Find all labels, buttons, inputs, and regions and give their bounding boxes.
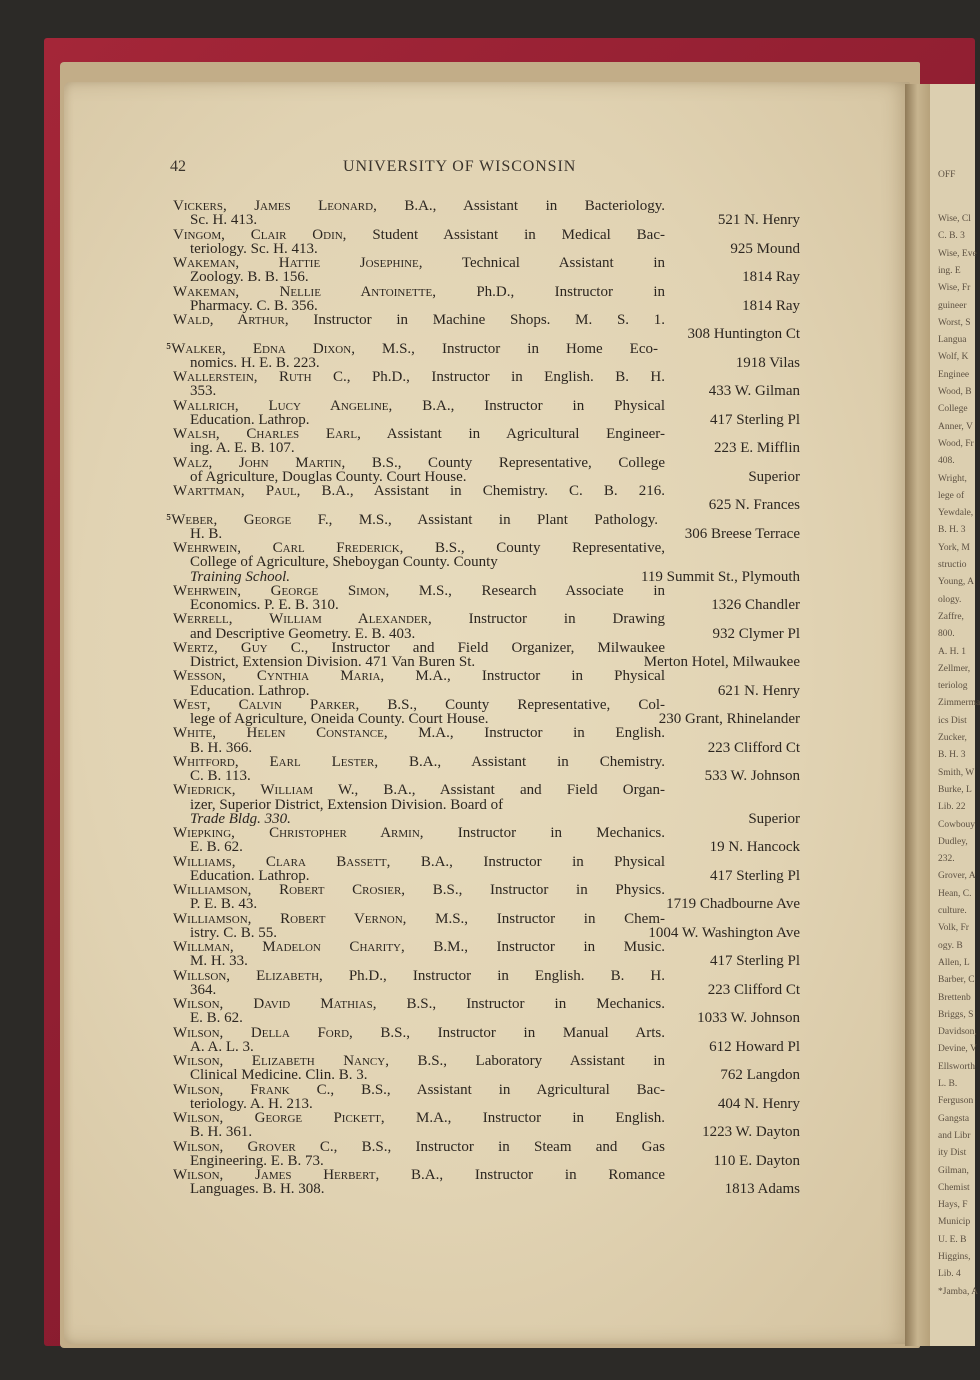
entry-continuation-text: and Descriptive Geometry. E. B. 403. (190, 625, 416, 642)
adjacent-page-fragment: Zucker, (938, 733, 967, 743)
entry-name: Willman, Madelon Charity, (173, 939, 405, 955)
entry-continuation-text: B. H. 366. (190, 739, 253, 756)
entry-continuation-text: of Agriculture, Douglas County. Court House. (190, 468, 467, 485)
entry-address-text: 612 Howard Pl (709, 1038, 800, 1055)
entry-address-text: 417 Sterling Pl (709, 953, 800, 970)
entry-address-text: 1223 W. Dayton (702, 1124, 800, 1141)
directory-entry (173, 883, 800, 912)
entry-address-text: 223 Clifford Ct (707, 739, 800, 756)
adjacent-page-fragment: OFF (938, 170, 956, 180)
entry-continuation-text: H. B. (190, 525, 223, 542)
adjacent-page-fragment: Zimmerma (938, 698, 980, 709)
adjacent-page-fragment: Ellsworth (938, 1061, 975, 1072)
entry-description: Instructor in Mechanics. (423, 825, 665, 841)
entry-continuation-text: Trade Bldg. 330. (190, 810, 291, 827)
adjacent-page-fragment: Hays, F (938, 1200, 968, 1211)
entry-description: B.A., Assistant in Chemistry. (378, 753, 665, 770)
entry-description: M.S., Research Associate in (389, 582, 665, 599)
adjacent-page-fragment: Brettenb (938, 992, 971, 1003)
entry-address-text: 417 Sterling Pl (709, 411, 800, 428)
entry-address-text: 1004 W. Washington Ave (648, 924, 800, 941)
entry-address (173, 527, 800, 541)
directory-entry (173, 969, 800, 998)
entry-continuation-text: Education. Lathrop. (190, 411, 310, 428)
entry-address-text: 308 Huntington Ct (687, 326, 800, 343)
adjacent-page-fragment: teriolog (938, 681, 968, 692)
entry-name: Wiedrick, William W., (173, 782, 359, 799)
entry-description: B.S., Instructor in Mechanics. (376, 996, 665, 1012)
entry-name: Wilson, Frank C., (173, 1081, 335, 1098)
entry-description: Ph.D., Instructor in English. B. H. (322, 967, 665, 984)
directory-entry (173, 940, 800, 969)
entry-address-text: 1326 Chandler (711, 597, 800, 613)
entry-address-text: 230 Grant, Rhinelander (658, 711, 800, 727)
adjacent-page-fragment: Davidson, (938, 1027, 977, 1038)
entry-description: M.S., Assistant in Plant Pathology. (332, 511, 658, 528)
entry-continuation-text: Pharmacy. C. B. 356. (190, 297, 318, 314)
entry-address-text: 925 Mound (730, 240, 800, 257)
entry-address-text: 1813 Adams (724, 1181, 800, 1198)
entry-first-line (173, 1054, 665, 1068)
entry-address-text: 1814 Ray (742, 297, 800, 314)
entry-name: Vingom, Clair Odin, (173, 226, 347, 243)
entry-first-line (166, 342, 658, 356)
adjacent-page-fragment: 232. (938, 854, 955, 865)
entry-description: Ph.D., Instructor in (435, 283, 665, 300)
adjacent-page-fragment: York, M (938, 542, 970, 553)
entry-description: Instructor in Machine Shops. M. S. 1. (288, 312, 666, 328)
adjacent-page-fragment: ity Dist (938, 1148, 967, 1159)
adjacent-page-fragment: Allen, L (938, 957, 970, 968)
entry-name: Wilson, David Mathias, (173, 996, 377, 1012)
entry-address-text: 1814 Ray (742, 269, 800, 286)
adjacent-page-fragment: guineer (938, 300, 967, 311)
entry-continuation-text: Zoology. B. B. 156. (190, 269, 309, 286)
adjacent-page-fragment: Wolf, K (938, 352, 969, 363)
entry-first-line (173, 199, 665, 213)
entry-first-line (173, 370, 665, 384)
entry-name: Wilson, Elizabeth Nancy, (173, 1053, 389, 1069)
entry-address-text: 223 E. Mifflin (714, 440, 800, 457)
entry-description: B.A., Assistant and Field Organ- (358, 782, 666, 799)
adjacent-page-fragment: A. H. 1 (938, 646, 966, 657)
entry-address-text: 19 N. Hancock (709, 839, 800, 856)
entry-address (173, 954, 800, 968)
entry-name: Vickers, James Leonard, (173, 198, 377, 214)
entry-name: Wiepking, Christopher Armin, (173, 825, 424, 841)
adjacent-page-fragment: Burke, L (938, 784, 972, 795)
adjacent-page-fragment: Chemist (938, 1182, 970, 1193)
entry-first-line (173, 755, 665, 769)
entry-first-line (173, 997, 665, 1011)
entry-first-line (173, 1026, 665, 1040)
adjacent-page-fragment: Young, A (938, 577, 974, 588)
directory-entry (173, 484, 800, 513)
directory-entry (166, 340, 800, 371)
entry-continuation-text: C. B. 113. (190, 768, 251, 784)
entry-continuation-text: E. B. 62. (190, 839, 243, 856)
entry-address (173, 983, 800, 997)
directory-entry (173, 912, 800, 941)
entry-first-line (173, 912, 665, 926)
entry-description: M.A., Instructor in Physical (384, 668, 666, 685)
directory-entry (173, 427, 800, 456)
directory-entry (173, 997, 800, 1026)
adjacent-page-fragment: B. H. 3 (938, 525, 966, 536)
entry-address (173, 897, 800, 911)
adjacent-page (930, 84, 980, 1346)
directory-entry (173, 698, 800, 727)
directory-entry (173, 370, 800, 399)
entry-description: B.S., Instructor in Steam and Gas (337, 1138, 665, 1155)
adjacent-page-fragment: Gangsta (938, 1113, 970, 1124)
entry-name: Walsh, Charles Earl, (173, 426, 361, 442)
entry-description: B.S., County Representative, Col- (359, 696, 665, 713)
adjacent-page-fragment: Devine, V (938, 1044, 977, 1055)
directory-entry (173, 228, 800, 257)
entry-first-line (173, 855, 665, 869)
adjacent-page-fragment: 800. (938, 629, 955, 640)
entry-address-text: 223 Clifford Ct (707, 981, 800, 998)
entry-description: Student Assistant in Medical Bac- (346, 226, 665, 243)
entry-first-line (173, 399, 665, 413)
entry-address-text: 521 N. Henry (717, 212, 800, 229)
entry-description: B.S., Laboratory Assistant in (388, 1053, 665, 1069)
entry-name: Wakeman, Nellie Antoinette, (173, 283, 436, 300)
entry-name: Walker, Edna Dixon, (171, 340, 355, 357)
adjacent-page-fragment: Anner, V (938, 421, 973, 432)
adjacent-page-fragment: C. B. 3 (938, 231, 965, 242)
entry-description: M.S., Instructor in Chem- (406, 910, 665, 927)
directory-entry (173, 755, 800, 784)
entry-name: West, Calvin Parker, (173, 696, 360, 713)
entry-description: B.S., Instructor in Manual Arts. (352, 1024, 666, 1041)
entry-first-line (173, 641, 665, 655)
entry-first-line (173, 484, 665, 498)
directory-entry (173, 855, 800, 884)
directory-entry (173, 541, 800, 584)
adjacent-page-fragment: Dudley, (938, 836, 968, 847)
adjacent-page-fragment: Hean, C. (938, 888, 972, 899)
entry-first-line (173, 427, 665, 441)
entry-name: Wald, Arthur, (173, 312, 289, 328)
adjacent-page-fragment: Wise, Fr (938, 283, 971, 294)
entry-continuation-text: Sc. H. 413. (190, 212, 258, 229)
directory-entry (173, 456, 800, 485)
entry-name: Whitford, Earl Lester, (173, 753, 379, 770)
directory-entry (173, 256, 800, 285)
directory-entry (173, 641, 800, 670)
entry-continuation-text: 364. (190, 981, 217, 998)
adjacent-page-fragment: Municip (938, 1217, 971, 1228)
entry-continuation-text: 353. (190, 383, 217, 400)
entry-description: M.A., Instructor in English. (387, 725, 665, 742)
entry-continuation-text: E. B. 62. (190, 1010, 243, 1027)
entry-name: Wehrwein, Carl Frederick, (173, 540, 404, 556)
entry-description: B.S., County Representative, College (345, 454, 665, 471)
entry-first-line (173, 726, 665, 740)
directory-entry (173, 669, 800, 698)
book-gutter (905, 84, 933, 1346)
adjacent-page-fragment: Higgins, (938, 1252, 971, 1262)
adjacent-page-fragment: College (938, 404, 968, 415)
adjacent-page-fragment: Barber, C (938, 975, 975, 986)
adjacent-page-fragment: Grover, A (938, 871, 976, 882)
entry-address-text: 306 Breese Terrace (684, 525, 800, 542)
entry-description: Instructor in Drawing (431, 611, 666, 628)
entry-address (173, 840, 800, 854)
entry-address-text: 1918 Vilas (735, 354, 800, 371)
entry-address (173, 741, 800, 755)
entry-description: B.M., Instructor in Music. (404, 939, 665, 955)
entry-first-line (173, 541, 665, 555)
adjacent-page-fragment: B. H. 3 (938, 750, 966, 761)
adjacent-page-fragment: Wise, Cl (938, 214, 971, 224)
directory-entry (173, 313, 800, 342)
adjacent-page-fragment: 408. (938, 456, 955, 467)
directory-entry (173, 826, 800, 855)
entry-first-line (173, 826, 665, 840)
entry-address-text: 932 Clymer Pl (712, 625, 800, 642)
entry-continuation (173, 555, 800, 569)
directory-entry (173, 1111, 800, 1140)
entry-continuation-text: ing. A. E. B. 107. (190, 440, 295, 457)
adjacent-page-fragment: Wise, Eve (938, 248, 977, 259)
entry-continuation-text: izer, Superior District, Extension Division. Board of (190, 796, 504, 813)
entry-address-text: 625 N. Frances (708, 497, 800, 514)
entry-continuation-text: B. H. 361. (190, 1124, 253, 1141)
entry-continuation-text: istry. C. B. 55. (190, 924, 277, 941)
adjacent-page-fragment: culture. (938, 906, 967, 916)
entry-first-line (173, 1111, 665, 1125)
entry-first-line (173, 1083, 665, 1097)
adjacent-page-fragment: Smith, W (938, 767, 975, 778)
directory-entry (173, 783, 800, 826)
entry-first-line (173, 285, 665, 299)
adjacent-page-fragment: Zellmer, (938, 663, 971, 674)
entry-name: White, Helen Constance, (173, 725, 388, 742)
entry-description: B.S., Assistant in Agricultural Bac- (334, 1081, 665, 1098)
entry-continuation-text: M. H. 33. (190, 953, 248, 970)
adjacent-page-fragment: Wood, Fr (938, 438, 974, 449)
directory-entry (173, 1054, 800, 1083)
directory-entry (173, 612, 800, 641)
entry-first-line (173, 256, 665, 270)
entry-first-line (173, 940, 665, 954)
entry-continuation-text: A. A. L. 3. (190, 1038, 254, 1055)
entry-description: Instructor and Field Organizer, Milwaukee (308, 639, 665, 656)
directory-entry (166, 511, 800, 542)
adjacent-page-fragment: Langua (938, 335, 967, 346)
entry-continuation (173, 798, 800, 812)
adjacent-page-fragment: Cowbouy (938, 819, 975, 830)
directory-entry (173, 1026, 800, 1055)
entry-description: B.S., County Representative, (403, 540, 665, 556)
entry-name: Wilson, James Herbert, (173, 1167, 380, 1183)
entry-description: B.S., Instructor in Physics. (405, 882, 665, 898)
adjacent-page-fragment: Ferguson (938, 1096, 974, 1107)
entry-address-text: 762 Langdon (720, 1067, 800, 1084)
adjacent-page-fragment: Enginee (938, 369, 970, 380)
entry-name: Williamson, Robert Crosier, (173, 882, 406, 898)
entry-first-line (173, 883, 665, 897)
directory-entry (173, 399, 800, 428)
entry-first-line (173, 669, 665, 683)
adjacent-page-fragment: lege of (938, 490, 965, 501)
entry-address-text: 1719 Chadbourne Ave (666, 896, 800, 913)
entry-name: Walz, John Martin, (173, 454, 346, 471)
footnote-mark: ⁵ (166, 340, 172, 357)
entry-continuation-text: Education. Lathrop. (190, 867, 310, 884)
adjacent-page-fragment: Yewdale, (938, 508, 974, 519)
adjacent-page-fragment: Volk, Fr (938, 923, 969, 934)
entry-address-text: 533 W. Johnson (704, 768, 800, 784)
adjacent-page-fragment: ics Dist (938, 715, 967, 726)
entry-address-text: 417 Sterling Pl (709, 867, 800, 884)
entry-name: Werrell, William Alexander, (173, 611, 432, 628)
entry-first-line (173, 783, 665, 797)
entry-continuation-text: teriology. A. H. 213. (190, 1095, 313, 1112)
entry-first-line (173, 1140, 665, 1154)
entry-name: Wertz, Guy C., (173, 639, 309, 656)
adjacent-page-fragment: and Libr (938, 1130, 971, 1141)
entry-continuation-text: Clinical Medicine. Clin. B. 3. (190, 1067, 368, 1084)
entry-name: Willson, Elizabeth, (173, 967, 323, 984)
entry-name: Wilson, Grover C., (173, 1138, 338, 1155)
entry-address-text: Merton Hotel, Milwaukee (643, 654, 800, 670)
entry-first-line (173, 228, 665, 242)
entry-address (173, 1125, 800, 1139)
adjacent-page-fragment: Gilman, (938, 1165, 969, 1176)
entry-address-text: Superior (748, 810, 800, 827)
entry-description: B.A., Instructor in Physical (392, 397, 665, 414)
entry-address-text: 119 Summit St., Plymouth (640, 568, 800, 585)
entry-description: B.A., Assistant in Chemistry. C. B. 216. (300, 483, 665, 499)
entry-description: B.A., Assistant in Bacteriology. (376, 198, 666, 214)
entry-address-text: Superior (748, 468, 800, 485)
entry-address-text: 404 N. Henry (717, 1095, 800, 1112)
adjacent-page-fragment: ology. (938, 594, 962, 605)
adjacent-page-fragment: *Jamba, A (938, 1286, 979, 1297)
adjacent-page-fragment: Worst, S (938, 317, 971, 328)
entry-continuation-text: Education. Lathrop. (190, 682, 310, 699)
adjacent-page-fragment: Lib. 22 (938, 802, 966, 813)
entry-name: Wilson, Della Ford, (173, 1024, 353, 1041)
entry-description: B.A., Instructor in Romance (379, 1167, 665, 1183)
adjacent-page-fragment: structio (938, 560, 967, 570)
adjacent-page-fragment: U. E. B (938, 1234, 967, 1245)
entry-first-line (173, 698, 665, 712)
adjacent-page-fragment: Lib. 4 (938, 1269, 961, 1280)
entry-address (173, 769, 800, 783)
page-header (0, 158, 975, 178)
directory-entry (173, 1168, 800, 1197)
entry-address (173, 1040, 800, 1054)
entry-name: Warttman, Paul, (173, 483, 301, 499)
directory-entry (173, 199, 800, 228)
adjacent-page-fragment: Wright, (938, 473, 967, 484)
entry-description: Technical Assistant in (422, 255, 665, 271)
entry-name: Wallerstein, Ruth C., (173, 369, 351, 385)
directory-entries (166, 198, 800, 1198)
entry-address-text: 621 N. Henry (717, 682, 800, 699)
entry-address-text: 433 W. Gilman (708, 383, 800, 400)
entry-first-line (166, 513, 658, 527)
entry-continuation-text: lege of Agriculture, Oneida County. Court House. (190, 711, 489, 727)
entry-name: Williamson, Robert Vernon, (173, 910, 407, 927)
entry-continuation-text: District, Extension Division. 471 Van Buren St. (190, 654, 476, 670)
entry-description: M.A., Instructor in English. (384, 1110, 665, 1126)
entry-name: Weber, George F., (171, 511, 333, 528)
entry-continuation-text: P. E. B. 43. (190, 896, 258, 913)
entry-name: Wesson, Cynthia Maria, (173, 668, 385, 685)
entry-address (173, 384, 800, 398)
entry-continuation-text: Economics. P. E. B. 310. (190, 597, 339, 613)
entry-first-line (173, 313, 665, 327)
adjacent-page-fragment: Briggs, S (938, 1009, 974, 1020)
adjacent-page-fragment: ogy. B (938, 940, 963, 951)
entry-description: Assistant in Agricultural Engineer- (360, 426, 665, 442)
entry-address (173, 327, 800, 341)
directory-entry (173, 285, 800, 314)
entry-first-line (173, 612, 665, 626)
entry-name: Wakeman, Hattie Josephine, (173, 255, 423, 271)
entry-description: M.S., Instructor in Home Eco- (354, 340, 658, 357)
entry-address-text: 1033 W. Johnson (697, 1010, 800, 1027)
directory-entry (173, 1140, 800, 1169)
page-number: 42 (170, 158, 186, 175)
entry-address (173, 498, 800, 512)
entry-first-line (173, 1168, 665, 1182)
entry-continuation-text: teriology. Sc. H. 413. (190, 240, 318, 257)
adjacent-page-fragment: Zaffre, (938, 611, 964, 622)
entry-name: Wehrwein, George Simon, (173, 582, 390, 599)
entry-name: Wilson, George Pickett, (173, 1110, 385, 1126)
entry-continuation-text: College of Agriculture, Sheboygan County. County (190, 554, 498, 571)
entry-first-line (173, 584, 665, 598)
adjacent-page-fragment: Wood, B (938, 387, 972, 397)
entry-description: B.A., Instructor in Physical (390, 853, 665, 870)
running-head: UNIVERSITY OF WISCONSIN (343, 158, 577, 175)
entry-continuation-text: Languages. B. H. 308. (190, 1181, 325, 1198)
entry-address-text: 110 E. Dayton (713, 1152, 800, 1169)
entry-address (173, 213, 800, 227)
entry-address (173, 1011, 800, 1025)
directory-entry (173, 584, 800, 613)
adjacent-page-fragment: L. B. (938, 1079, 958, 1089)
entry-first-line (173, 456, 665, 470)
footnote-mark: ⁵ (166, 511, 172, 528)
entry-name: Wallrich, Lucy Angeline, (173, 397, 393, 414)
adjacent-page-fragment: ing. E (938, 265, 961, 276)
entry-continuation-text: nomics. H. E. B. 223. (190, 354, 320, 371)
entry-continuation-text: Engineering. E. B. 73. (190, 1152, 324, 1169)
entry-name: Williams, Clara Bassett, (173, 853, 391, 870)
entry-description: Ph.D., Instructor in English. B. H. (350, 369, 665, 385)
directory-entry (173, 1083, 800, 1112)
entry-continuation-text: Training School. (190, 568, 291, 585)
directory-entry (173, 726, 800, 755)
entry-first-line (173, 969, 665, 983)
